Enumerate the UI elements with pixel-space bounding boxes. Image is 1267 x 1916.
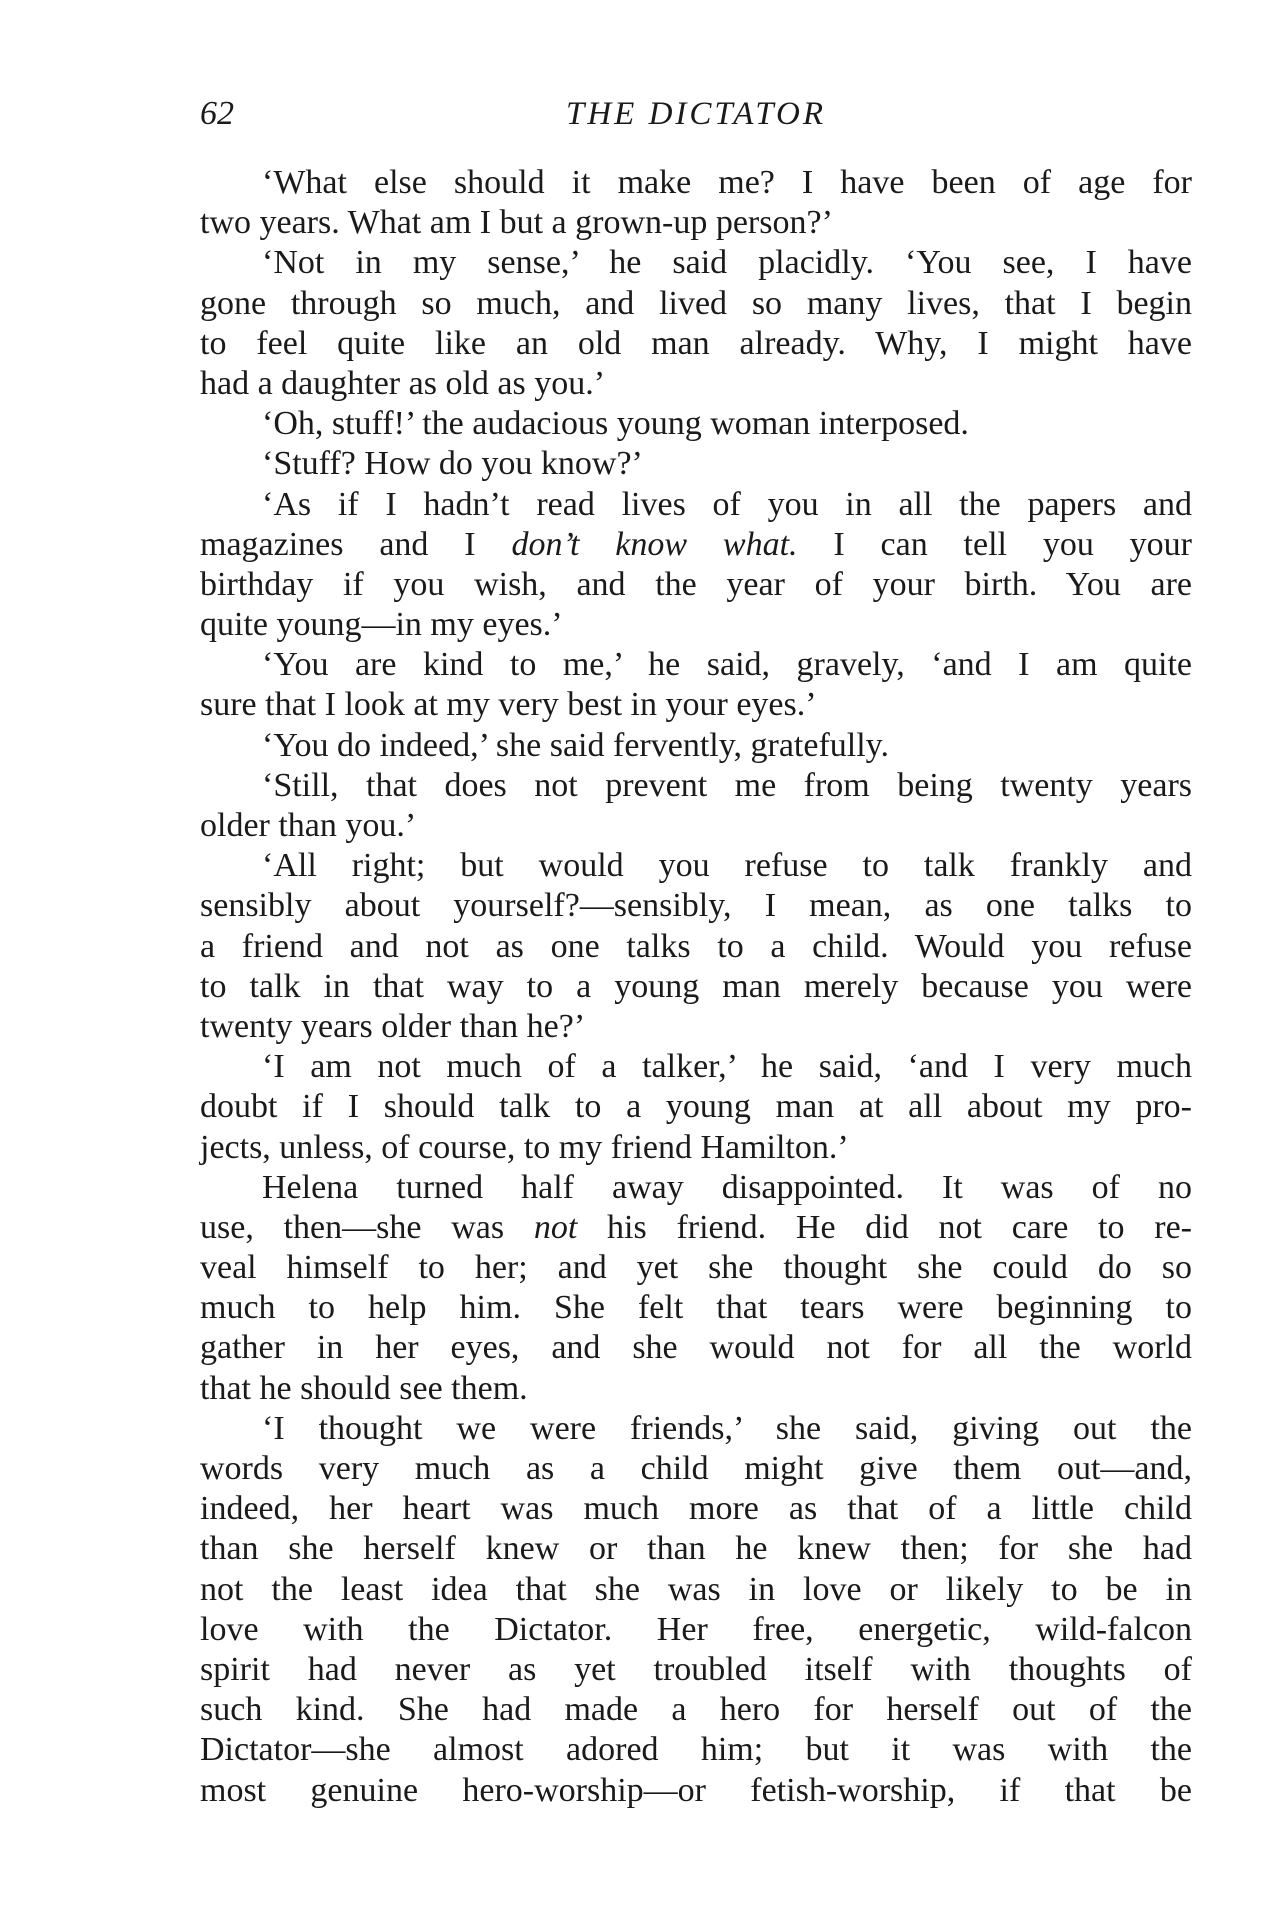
text-line: quite young—in my eyes.’	[200, 606, 563, 644]
text-line: ‘All right; but would you refuse to talk frankly and	[262, 847, 1192, 885]
text-segment: magazines and I	[200, 525, 512, 563]
text-line: much to help him. She felt that tears were beginning to	[200, 1289, 1192, 1327]
text-line: ‘I am not much of a talker,’ he said, ‘and I very much	[262, 1048, 1192, 1086]
page-header	[200, 92, 1192, 136]
text-line: indeed, her heart was much more as that of a little child	[200, 1490, 1192, 1528]
text-line: to feel quite like an old man already. Why, I might have	[200, 324, 1192, 362]
text-line: to talk in that way to a young man merely because you were	[200, 967, 1192, 1005]
text-line: words very much as a child might give them out—and,	[200, 1450, 1192, 1487]
italic-text: don’t know what.	[511, 525, 798, 563]
text-line: spirit had never as yet troubled itself with thoughts of	[200, 1650, 1192, 1688]
text-line: sensibly about yourself?—sensibly, I mean, as one talks to	[200, 887, 1192, 925]
text-line: sure that I look at my very best in your eyes.’	[200, 686, 817, 724]
text-line: ‘I thought we were friends,’ she said, giving out the	[262, 1409, 1192, 1447]
text-line: ‘Still, that does not prevent me from being twenty years	[262, 766, 1192, 804]
text-line: had a daughter as old as you.’	[200, 364, 606, 402]
text-line: older than you.’	[200, 807, 417, 844]
text-line: Helena turned half away disappointed. It was of no	[262, 1168, 1192, 1206]
text-segment: his friend. He did not care to re-	[577, 1208, 1192, 1246]
body-text	[200, 163, 1192, 1811]
text-line: gone through so much, and lived so many lives, that I begin	[200, 284, 1192, 322]
italic-text: not	[533, 1208, 578, 1246]
text-line	[200, 1208, 1192, 1248]
running-title: THE DICTATOR	[565, 96, 826, 132]
text-line	[200, 525, 1192, 565]
text-line: that he should see them.	[200, 1369, 528, 1407]
text-line: ‘Stuff? How do you know?’	[262, 445, 643, 483]
text-line: than she herself knew or than he knew then; for she had	[200, 1530, 1192, 1568]
text-line: ‘Oh, stuff!’ the audacious young woman interposed.	[262, 405, 969, 443]
text-line: Dictator—she almost adored him; but it was with the	[200, 1731, 1192, 1769]
text-line: ‘As if I hadn’t read lives of you in all the papers and	[262, 485, 1192, 523]
text-line: ‘Not in my sense,’ he said placidly. ‘You see, I have	[262, 244, 1192, 282]
text-line: ‘You do indeed,’ she said fervently, gratefully.	[262, 726, 889, 764]
text-line: jects, unless, of course, to my friend Hamilton.’	[200, 1128, 849, 1166]
text-line: two years. What am I but a grown-up person?’	[200, 204, 833, 242]
text-segment: I can tell you your	[797, 525, 1192, 563]
text-line: not the least idea that she was in love or likely to be in	[200, 1570, 1192, 1608]
text-line: twenty years older than he?’	[200, 1007, 586, 1045]
text-line: love with the Dictator. Her free, energetic, wild-falcon	[200, 1610, 1192, 1648]
text-line: ‘What else should it make me? I have been of age for	[262, 164, 1192, 201]
text-line: such kind. She had made a hero for herself out of the	[200, 1691, 1192, 1729]
text-line: veal himself to her; and yet she thought she could do so	[200, 1249, 1192, 1287]
text-line: birthday if you wish, and the year of your birth. You are	[200, 565, 1192, 603]
page-number: 62	[200, 95, 234, 132]
text-line: gather in her eyes, and she would not for all the world	[200, 1329, 1192, 1367]
text-line: a friend and not as one talks to a child. Would you refuse	[200, 927, 1192, 965]
text-line: ‘You are kind to me,’ he said, gravely, ‘and I am quite	[262, 646, 1192, 684]
text-line: most genuine hero-worship—or fetish-worship, if that be	[200, 1771, 1192, 1809]
text-line: doubt if I should talk to a young man at all about my pro-	[200, 1088, 1192, 1126]
text-segment: use, then—she was	[200, 1208, 534, 1246]
